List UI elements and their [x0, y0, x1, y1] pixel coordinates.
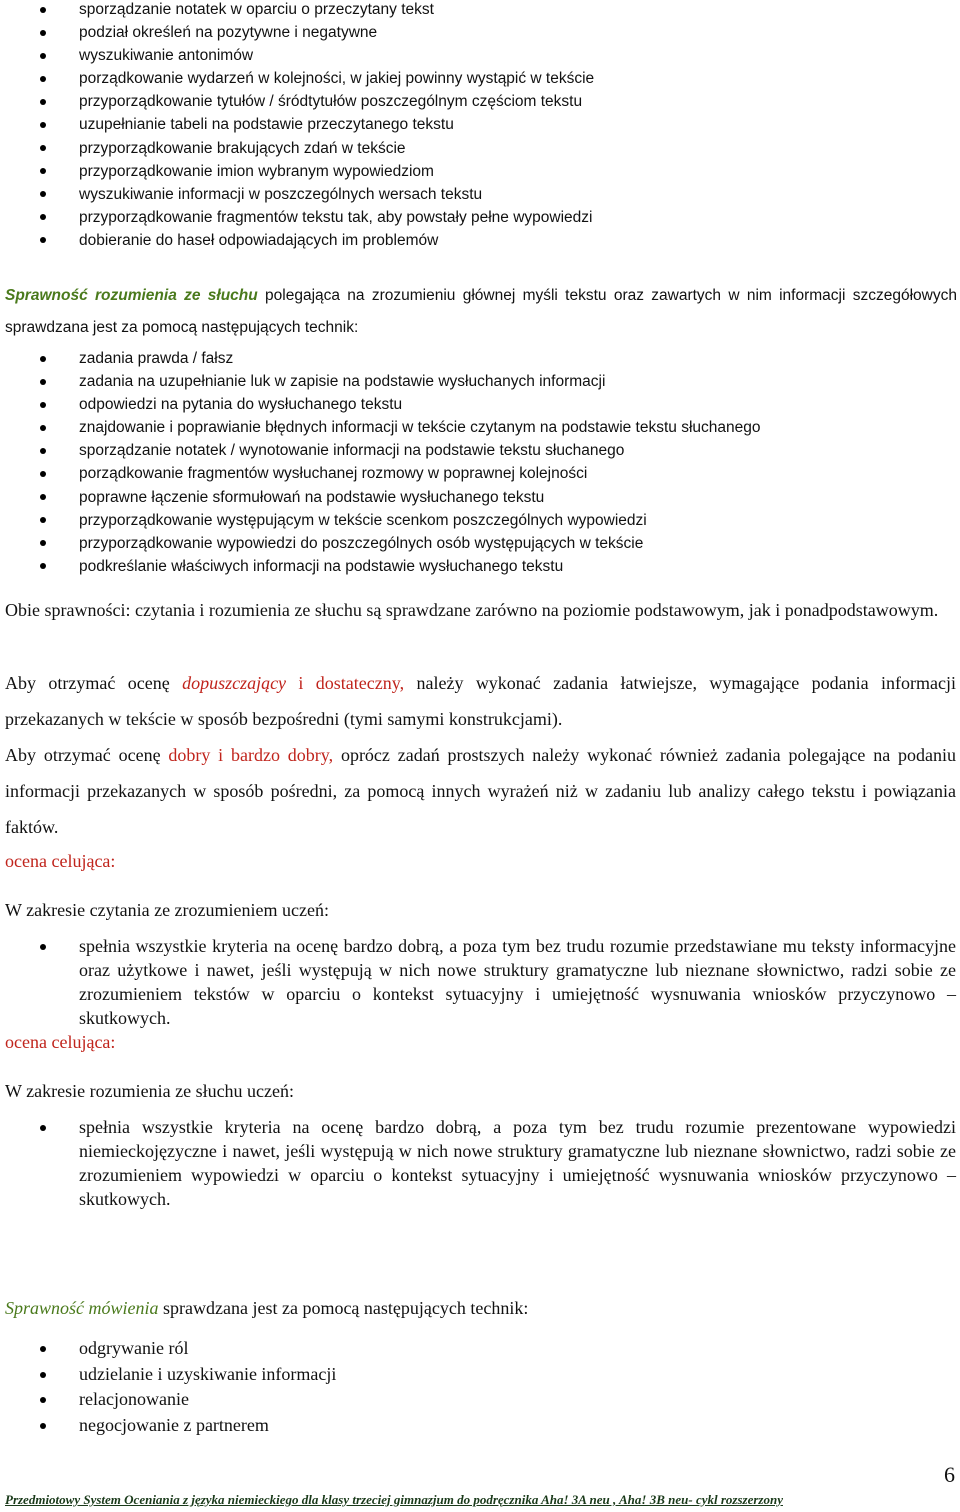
- list-item: odpowiedzi na pytania do wysłuchanego tekstu: [0, 393, 940, 416]
- list-item: udzielanie i uzyskiwanie informacji: [0, 1362, 700, 1388]
- listening-term: Sprawność rozumienia ze słuchu: [5, 287, 258, 304]
- listening-intro-paragraph: [5, 280, 957, 344]
- listening-scope-heading: W zakresie rozumienia ze słuchu uczeń:: [5, 1081, 295, 1101]
- grade-dostateczny: i dostateczny,: [286, 673, 405, 693]
- list-item: relacjonowanie: [0, 1387, 700, 1413]
- list-item: podział określeń na pozytywne i negatywne: [0, 21, 940, 44]
- listening-celujaca-list: [0, 1115, 960, 1211]
- list-item: podkreślanie właściwych informacji na podstawie wysłuchanego tekstu: [0, 555, 940, 578]
- list-item: porządkowanie wydarzeń w kolejności, w jakiej powinny wystąpić w tekście: [0, 67, 940, 90]
- reading-techniques-list: [0, 0, 940, 252]
- list-item: sporządzanie notatek / wynotowanie informacji na podstawie tekstu słuchanego: [0, 439, 940, 462]
- list-item: przyporządkowanie występującym w tekście scenkom poszczególnych wypowiedzi: [0, 509, 940, 532]
- list-item: przyporządkowanie fragmentów tekstu tak, aby powstały pełne wypowiedzi: [0, 206, 940, 229]
- list-item: sporządzanie notatek w oparciu o przeczytany tekst: [0, 0, 940, 21]
- speaking-term: Sprawność mówienia: [5, 1298, 159, 1318]
- list-item: spełnia wszystkie kryteria na ocenę bardzo dobrą, a poza tym bez trudu rozumie przedstawiane mu teksty informacyjne oraz użytkowe i nawet, jeśli występują w nich nowe struktury gramatyczne lub nieznane słownictwo, radzi sobie ze zrozumieniem tekstów w oparciu o kontekst sytuacyjny i umiejętność wysnuwania wniosków przyczynowo – skutkowych.: [0, 934, 960, 1030]
- list-item: dobieranie do haseł odpowiadających im problemów: [0, 229, 940, 252]
- grade-low-paragraph: Aby otrzymać ocenę dopuszczający i dostateczny, należy wykonać zadania łatwiejsze, wymagające podania informacji przekazanych w tekście w sposób bezpośredni (tymi samymi konstrukcjami).: [5, 673, 956, 729]
- list-item: przyporządkowanie imion wybranym wypowiedziom: [0, 160, 940, 183]
- page-number: 6: [944, 1462, 955, 1487]
- list-item: porządkowanie fragmentów wysłuchanej rozmowy w poprawnej kolejności: [0, 462, 940, 485]
- list-item: przyporządkowanie brakujących zdań w tekście: [0, 137, 940, 160]
- celujaca-heading-reading: ocena celująca:: [5, 851, 116, 871]
- listening-techniques-list: [0, 347, 940, 578]
- list-item: poprawne łączenie sformułowań na podstawie wysłuchanego tekstu: [0, 486, 940, 509]
- speaking-intro-text: sprawdzana jest za pomocą następujących technik:: [158, 1298, 529, 1318]
- list-item: zadania na uzupełnianie luk w zapisie na podstawie wysłuchanych informacji: [0, 370, 940, 393]
- reading-celujaca-list: [0, 934, 960, 1030]
- speaking-intro-paragraph: [5, 1298, 528, 1319]
- listening-intro-text: polegająca na zrozumieniu głównej myśli tekstu oraz zawartych w nim informacji szczegółowych sprawdzana jest za pomocą następujących technik:: [5, 287, 957, 336]
- grade-high-paragraph: Aby otrzymać ocenę dobry i bardzo dobry, oprócz zadań prostszych należy wykonać również zadania polegające na podaniu informacji przekazanych w sposób pośredni, za pomocą innych wyrażeń niż w zadaniu lub analizy całego tekstu i powiązania faktów.: [5, 745, 956, 837]
- page-footer: Przedmiotowy System Oceniania z języka niemieckiego dla klasy trzeciej gimnazjum do podręcznika Aha! 3A neu , Aha! 3B neu- cykl rozszerzony: [5, 1492, 783, 1507]
- list-item: znajdowanie i poprawianie błędnych informacji w tekście czytanym na podstawie tekstu słuchanego: [0, 416, 940, 439]
- grade-dopuszczajacy: dopuszczający: [182, 673, 287, 693]
- grade-dobry-bardzo-dobry: dobry i bardzo dobry,: [168, 745, 334, 765]
- list-item: odgrywanie ról: [0, 1336, 700, 1362]
- list-item: spełnia wszystkie kryteria na ocenę bardzo dobrą, a poza tym bez trudu rozumie prezentowane wypowiedzi niemieckojęzyczne i nawet, jeśli występują w nich nowe struktury gramatyczne lub nieznane słownictwo, radzi sobie ze zrozumieniem wypowiedzi w oparciu o kontekst sytuacyjny i umiejętność wysnuwania wniosków przyczynowo – skutkowych.: [0, 1115, 960, 1211]
- speaking-techniques-list: [0, 1336, 700, 1439]
- reading-scope-heading: W zakresie czytania ze zrozumieniem uczeń:: [5, 900, 329, 920]
- celujaca-heading-listening: ocena celująca:: [5, 1032, 116, 1052]
- both-skills-paragraph: Obie sprawności: czytania i rozumienia ze słuchu są sprawdzane zarówno na poziomie podstawowym, jak i ponadpodstawowym.: [5, 600, 939, 620]
- list-item: zadania prawda / fałsz: [0, 347, 940, 370]
- list-item: wyszukiwanie antonimów: [0, 44, 940, 67]
- list-item: uzupełnianie tabeli na podstawie przeczytanego tekstu: [0, 113, 940, 136]
- list-item: wyszukiwanie informacji w poszczególnych wersach tekstu: [0, 183, 940, 206]
- list-item: przyporządkowanie wypowiedzi do poszczególnych osób występujących w tekście: [0, 532, 940, 555]
- list-item: przyporządkowanie tytułów / śródtytułów poszczególnym częściom tekstu: [0, 90, 940, 113]
- list-item: negocjowanie z partnerem: [0, 1413, 700, 1439]
